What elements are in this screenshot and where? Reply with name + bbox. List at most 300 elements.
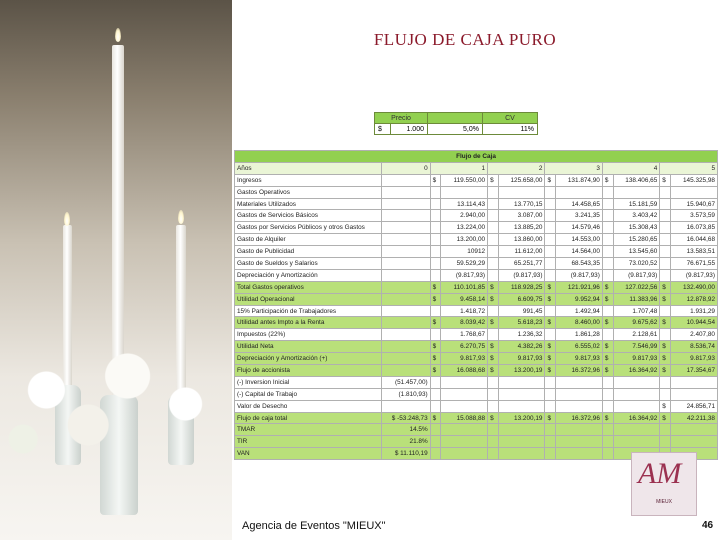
year0-cell [381, 210, 430, 222]
currency-cell: $ [602, 365, 613, 377]
currency-cell: $ [430, 365, 441, 377]
value-cell [498, 436, 545, 448]
value-cell: 10912 [441, 246, 488, 258]
value-cell: 121.921,96 [556, 281, 603, 293]
year-label: 4 [602, 162, 659, 174]
value-cell: 10.944,54 [670, 317, 717, 329]
currency-cell [660, 424, 671, 436]
years-row [235, 162, 718, 174]
currency-cell [545, 388, 556, 400]
value-cell: 76.671,55 [670, 258, 717, 270]
value-cell: 11.612,00 [498, 246, 545, 258]
value-cell: 9.817,93 [613, 353, 660, 365]
value-cell [556, 448, 603, 460]
currency-cell: $ [488, 412, 499, 424]
value-cell: (9.817,93) [441, 269, 488, 281]
value-cell: 14.553,00 [556, 234, 603, 246]
currency-cell [430, 222, 441, 234]
cashflow-row [235, 329, 718, 341]
currency-cell: $ [545, 293, 556, 305]
param-header: CV [483, 113, 538, 124]
currency-cell: $ [660, 293, 671, 305]
currency-cell [602, 436, 613, 448]
year-label: 0 [381, 162, 430, 174]
value-cell: 16.364,92 [613, 365, 660, 377]
currency-cell [660, 246, 671, 258]
currency-cell [660, 436, 671, 448]
cashflow-row [235, 269, 718, 281]
param-header [428, 113, 483, 124]
value-cell [441, 448, 488, 460]
value-cell [556, 388, 603, 400]
currency-cell [602, 269, 613, 281]
value-cell [556, 424, 603, 436]
cashflow-row [235, 317, 718, 329]
value-cell: 145.325,98 [670, 174, 717, 186]
logo-text: MIEUX [656, 499, 672, 505]
currency-cell [430, 388, 441, 400]
row-label: Flujo de accionista [235, 365, 382, 377]
currency-cell: $ [545, 341, 556, 353]
currency-cell: $ [660, 400, 671, 412]
currency-cell [602, 246, 613, 258]
year0-cell [381, 258, 430, 270]
currency-cell [488, 400, 499, 412]
value-cell: 15.181,59 [613, 198, 660, 210]
currency-cell [430, 186, 441, 198]
year0-cell [381, 293, 430, 305]
currency-cell: $ [660, 341, 671, 353]
value-cell: 16.088,68 [441, 365, 488, 377]
value-cell: 9.817,93 [441, 353, 488, 365]
year0-cell [381, 365, 430, 377]
value-cell: 65.251,77 [498, 258, 545, 270]
value-cell: 138.406,65 [613, 174, 660, 186]
cashflow-row [235, 400, 718, 412]
year0-cell [381, 234, 430, 246]
currency-cell: $ [545, 317, 556, 329]
value-cell: 8.536,74 [670, 341, 717, 353]
cashflow-row [235, 436, 718, 448]
currency-cell [660, 376, 671, 388]
value-cell [613, 388, 660, 400]
value-cell [613, 436, 660, 448]
cashflow-row [235, 293, 718, 305]
value-cell: 9.817,93 [498, 353, 545, 365]
currency-cell [430, 424, 441, 436]
value-cell: 14.579,46 [556, 222, 603, 234]
value-cell: 42.211,38 [670, 412, 717, 424]
cashflow-row [235, 198, 718, 210]
year-label: 2 [488, 162, 545, 174]
currency-cell: $ [660, 365, 671, 377]
year0-cell [381, 341, 430, 353]
currency-cell [602, 198, 613, 210]
cashflow-row [235, 246, 718, 258]
value-cell: 59.529,29 [441, 258, 488, 270]
value-cell: 3.573,59 [670, 210, 717, 222]
currency-cell [430, 448, 441, 460]
currency-cell [660, 258, 671, 270]
value-cell [670, 424, 717, 436]
value-cell: (9.817,93) [613, 269, 660, 281]
row-label: Utilidad Operacional [235, 293, 382, 305]
currency-cell [602, 210, 613, 222]
row-label: VAN [235, 448, 382, 460]
row-label: Gasto de Sueldos y Salarios [235, 258, 382, 270]
value-cell: 2.128,61 [613, 329, 660, 341]
row-label: Total Gastos operativos [235, 281, 382, 293]
cashflow-row [235, 365, 718, 377]
candles-photo [0, 0, 232, 540]
currency-cell: $ [602, 174, 613, 186]
row-label: Materiales Utilizados [235, 198, 382, 210]
year0-cell [381, 198, 430, 210]
currency-cell [660, 234, 671, 246]
value-cell [498, 448, 545, 460]
currency-cell: $ [602, 293, 613, 305]
currency-cell [545, 269, 556, 281]
currency-cell [488, 222, 499, 234]
cashflow-row [235, 376, 718, 388]
currency-cell: $ [488, 353, 499, 365]
year0-cell: 14.5% [381, 424, 430, 436]
value-cell: 1.931,29 [670, 305, 717, 317]
value-cell: 4.382,26 [498, 341, 545, 353]
value-cell: 9.458,14 [441, 293, 488, 305]
currency-cell: $ [660, 317, 671, 329]
year0-cell [381, 329, 430, 341]
currency-cell [488, 388, 499, 400]
currency-cell: $ [545, 412, 556, 424]
value-cell: 15.308,43 [613, 222, 660, 234]
value-cell: 1.492,94 [556, 305, 603, 317]
year0-cell [381, 246, 430, 258]
currency-cell [660, 305, 671, 317]
page-number: 46 [702, 520, 714, 531]
value-cell [613, 376, 660, 388]
cashflow-row [235, 388, 718, 400]
parameters-table [374, 112, 538, 135]
currency-cell [602, 388, 613, 400]
candle-flame [178, 210, 184, 224]
value-cell: 9.952,94 [556, 293, 603, 305]
currency-cell [602, 376, 613, 388]
currency-cell: $ [430, 341, 441, 353]
value-cell: 8.460,00 [556, 317, 603, 329]
currency-cell: $ [488, 293, 499, 305]
cashflow-row [235, 281, 718, 293]
currency-cell [430, 246, 441, 258]
year0-cell: $ 11.110,19 [381, 448, 430, 460]
currency-cell [430, 234, 441, 246]
cashflow-row [235, 222, 718, 234]
cashflow-row [235, 305, 718, 317]
currency-cell [660, 222, 671, 234]
currency-cell: $ [602, 317, 613, 329]
value-cell [441, 400, 488, 412]
currency-cell [430, 210, 441, 222]
value-cell: 1.418,72 [441, 305, 488, 317]
row-label: Gasto de Publicidad [235, 246, 382, 258]
row-label: Gastos por Servicios Públicos y otros Gastos [235, 222, 382, 234]
currency-cell [545, 234, 556, 246]
currency-cell [602, 222, 613, 234]
row-label: Depreciación y Amortización (+) [235, 353, 382, 365]
currency-cell [488, 376, 499, 388]
value-cell [556, 436, 603, 448]
currency-cell [602, 258, 613, 270]
currency-cell [660, 329, 671, 341]
year-label: 1 [430, 162, 487, 174]
value-cell: 7.546,99 [613, 341, 660, 353]
row-label: (-) Capital de Trabajo [235, 388, 382, 400]
value-cell [441, 376, 488, 388]
value-cell [670, 436, 717, 448]
param-cell: 1.000 [391, 124, 428, 135]
currency-cell [660, 186, 671, 198]
currency-cell: $ [488, 341, 499, 353]
value-cell: (9.817,93) [670, 269, 717, 281]
value-cell [441, 388, 488, 400]
year0-cell: $ -53.248,73 [381, 412, 430, 424]
currency-cell: $ [660, 353, 671, 365]
currency-cell [488, 269, 499, 281]
value-cell: 16.073,85 [670, 222, 717, 234]
value-cell: 118.928,25 [498, 281, 545, 293]
value-cell [441, 186, 488, 198]
value-cell: 16.372,96 [556, 365, 603, 377]
currency-cell [488, 246, 499, 258]
row-label: Valor de Desecho [235, 400, 382, 412]
value-cell: 11.383,96 [613, 293, 660, 305]
value-cell: 3.403,42 [613, 210, 660, 222]
year0-cell: (51.457,00) [381, 376, 430, 388]
value-cell [556, 400, 603, 412]
year-label: Años [235, 162, 382, 174]
currency-cell: $ [660, 174, 671, 186]
currency-cell [545, 222, 556, 234]
value-cell: 24.856,71 [670, 400, 717, 412]
mieux-logo [631, 452, 697, 516]
value-cell: 3.087,00 [498, 210, 545, 222]
value-cell [556, 376, 603, 388]
value-cell: 16.372,96 [556, 412, 603, 424]
value-cell: 131.874,90 [556, 174, 603, 186]
currency-cell [602, 400, 613, 412]
value-cell [498, 186, 545, 198]
year0-cell: 21.8% [381, 436, 430, 448]
value-cell: 6.555,02 [556, 341, 603, 353]
row-label: Utilidad antes Impto a la Renta [235, 317, 382, 329]
value-cell: 1.707,48 [613, 305, 660, 317]
currency-cell [430, 329, 441, 341]
value-cell: 1.768,67 [441, 329, 488, 341]
value-cell: 12.878,92 [670, 293, 717, 305]
value-cell: 9.817,93 [670, 353, 717, 365]
candle-flame [115, 28, 121, 42]
value-cell [670, 186, 717, 198]
value-cell [670, 388, 717, 400]
slide-title: FLUJO DE CAJA PURO [373, 30, 557, 49]
cashflow-row [235, 258, 718, 270]
row-label: Gastos de Servicios Básicos [235, 210, 382, 222]
currency-cell: $ [430, 293, 441, 305]
currency-cell [602, 234, 613, 246]
currency-cell [430, 198, 441, 210]
value-cell: 14.564,00 [556, 246, 603, 258]
value-cell [613, 400, 660, 412]
row-label: (-) Inversion Inicial [235, 376, 382, 388]
value-cell [498, 424, 545, 436]
value-cell: 13.885,20 [498, 222, 545, 234]
currency-cell [602, 424, 613, 436]
value-cell: 132.490,00 [670, 281, 717, 293]
value-cell: 15.280,65 [613, 234, 660, 246]
value-cell: 119.550,00 [441, 174, 488, 186]
value-cell: 1.236,32 [498, 329, 545, 341]
value-cell: 13.200,19 [498, 412, 545, 424]
value-cell: 6.609,75 [498, 293, 545, 305]
row-label: Impuestos (22%) [235, 329, 382, 341]
param-cell: $ [375, 124, 391, 135]
currency-cell: $ [602, 353, 613, 365]
value-cell: 13.200,19 [498, 365, 545, 377]
cashflow-row [235, 186, 718, 198]
value-cell: 68.543,35 [556, 258, 603, 270]
year0-cell [381, 174, 430, 186]
row-label: Utilidad Neta [235, 341, 382, 353]
row-label: 15% Participación de Trabajadores [235, 305, 382, 317]
currency-cell [545, 448, 556, 460]
value-cell: 13.224,00 [441, 222, 488, 234]
year0-cell [381, 353, 430, 365]
value-cell: (9.817,93) [498, 269, 545, 281]
row-label: TIR [235, 436, 382, 448]
value-cell: 16.044,68 [670, 234, 717, 246]
value-cell: 991,45 [498, 305, 545, 317]
currency-cell: $ [545, 365, 556, 377]
footer-text: Agencia de Eventos "MIEUX" [242, 520, 386, 532]
value-cell: 127.022,56 [613, 281, 660, 293]
param-header: Precio [375, 113, 428, 124]
currency-cell [430, 400, 441, 412]
currency-cell [545, 246, 556, 258]
cashflow-row [235, 424, 718, 436]
cashflow-row [235, 234, 718, 246]
row-label: Ingresos [235, 174, 382, 186]
currency-cell: $ [430, 317, 441, 329]
year0-cell [381, 317, 430, 329]
currency-cell: $ [488, 281, 499, 293]
currency-cell [488, 198, 499, 210]
value-cell: 16.364,92 [613, 412, 660, 424]
year0-cell [381, 269, 430, 281]
value-cell: 9.675,62 [613, 317, 660, 329]
value-cell: 8.039,42 [441, 317, 488, 329]
year0-cell: (1.810,93) [381, 388, 430, 400]
param-cell: 5,0% [428, 124, 483, 135]
currency-cell [545, 376, 556, 388]
value-cell [441, 424, 488, 436]
value-cell: 2.407,80 [670, 329, 717, 341]
cashflow-header: Flujo de Caja [235, 151, 718, 163]
value-cell: 13.770,15 [498, 198, 545, 210]
year0-cell [381, 186, 430, 198]
currency-cell: $ [660, 412, 671, 424]
value-cell [498, 388, 545, 400]
currency-cell [545, 258, 556, 270]
currency-cell [545, 400, 556, 412]
value-cell: 14.458,65 [556, 198, 603, 210]
row-label: Depreciación y Amortización [235, 269, 382, 281]
value-cell [498, 400, 545, 412]
value-cell [613, 424, 660, 436]
currency-cell [488, 305, 499, 317]
value-cell: 125.658,00 [498, 174, 545, 186]
currency-cell: $ [430, 174, 441, 186]
year0-cell [381, 305, 430, 317]
value-cell: 13.860,00 [498, 234, 545, 246]
currency-cell [430, 305, 441, 317]
candle-flame [64, 212, 70, 226]
currency-cell [660, 388, 671, 400]
value-cell: 3.241,35 [556, 210, 603, 222]
currency-cell: $ [488, 317, 499, 329]
currency-cell [488, 258, 499, 270]
currency-cell [488, 448, 499, 460]
currency-cell [545, 436, 556, 448]
currency-cell [488, 234, 499, 246]
value-cell: 1.861,28 [556, 329, 603, 341]
param-cell: 11% [483, 124, 538, 135]
value-cell: 15.088,88 [441, 412, 488, 424]
currency-cell: $ [602, 412, 613, 424]
currency-cell [488, 329, 499, 341]
value-cell [613, 186, 660, 198]
currency-cell: $ [430, 353, 441, 365]
currency-cell [430, 376, 441, 388]
white-flowers [0, 320, 232, 460]
cashflow-row [235, 210, 718, 222]
cashflow-row [235, 174, 718, 186]
value-cell: 5.618,23 [498, 317, 545, 329]
value-cell [556, 186, 603, 198]
currency-cell [602, 186, 613, 198]
currency-cell [660, 210, 671, 222]
currency-cell [488, 210, 499, 222]
value-cell: 2.940,00 [441, 210, 488, 222]
row-label: Gastos Operativos [235, 186, 382, 198]
currency-cell [545, 186, 556, 198]
value-cell: 13.545,60 [613, 246, 660, 258]
currency-cell [660, 198, 671, 210]
currency-cell: $ [602, 341, 613, 353]
row-label: TMAR [235, 424, 382, 436]
year0-cell [381, 281, 430, 293]
value-cell: 13.583,51 [670, 246, 717, 258]
currency-cell [660, 269, 671, 281]
currency-cell: $ [545, 353, 556, 365]
currency-cell: $ [602, 281, 613, 293]
currency-cell [602, 329, 613, 341]
currency-cell [545, 329, 556, 341]
cashflow-row [235, 412, 718, 424]
currency-cell [430, 269, 441, 281]
currency-cell: $ [545, 174, 556, 186]
value-cell: 15.940,67 [670, 198, 717, 210]
value-cell [670, 376, 717, 388]
